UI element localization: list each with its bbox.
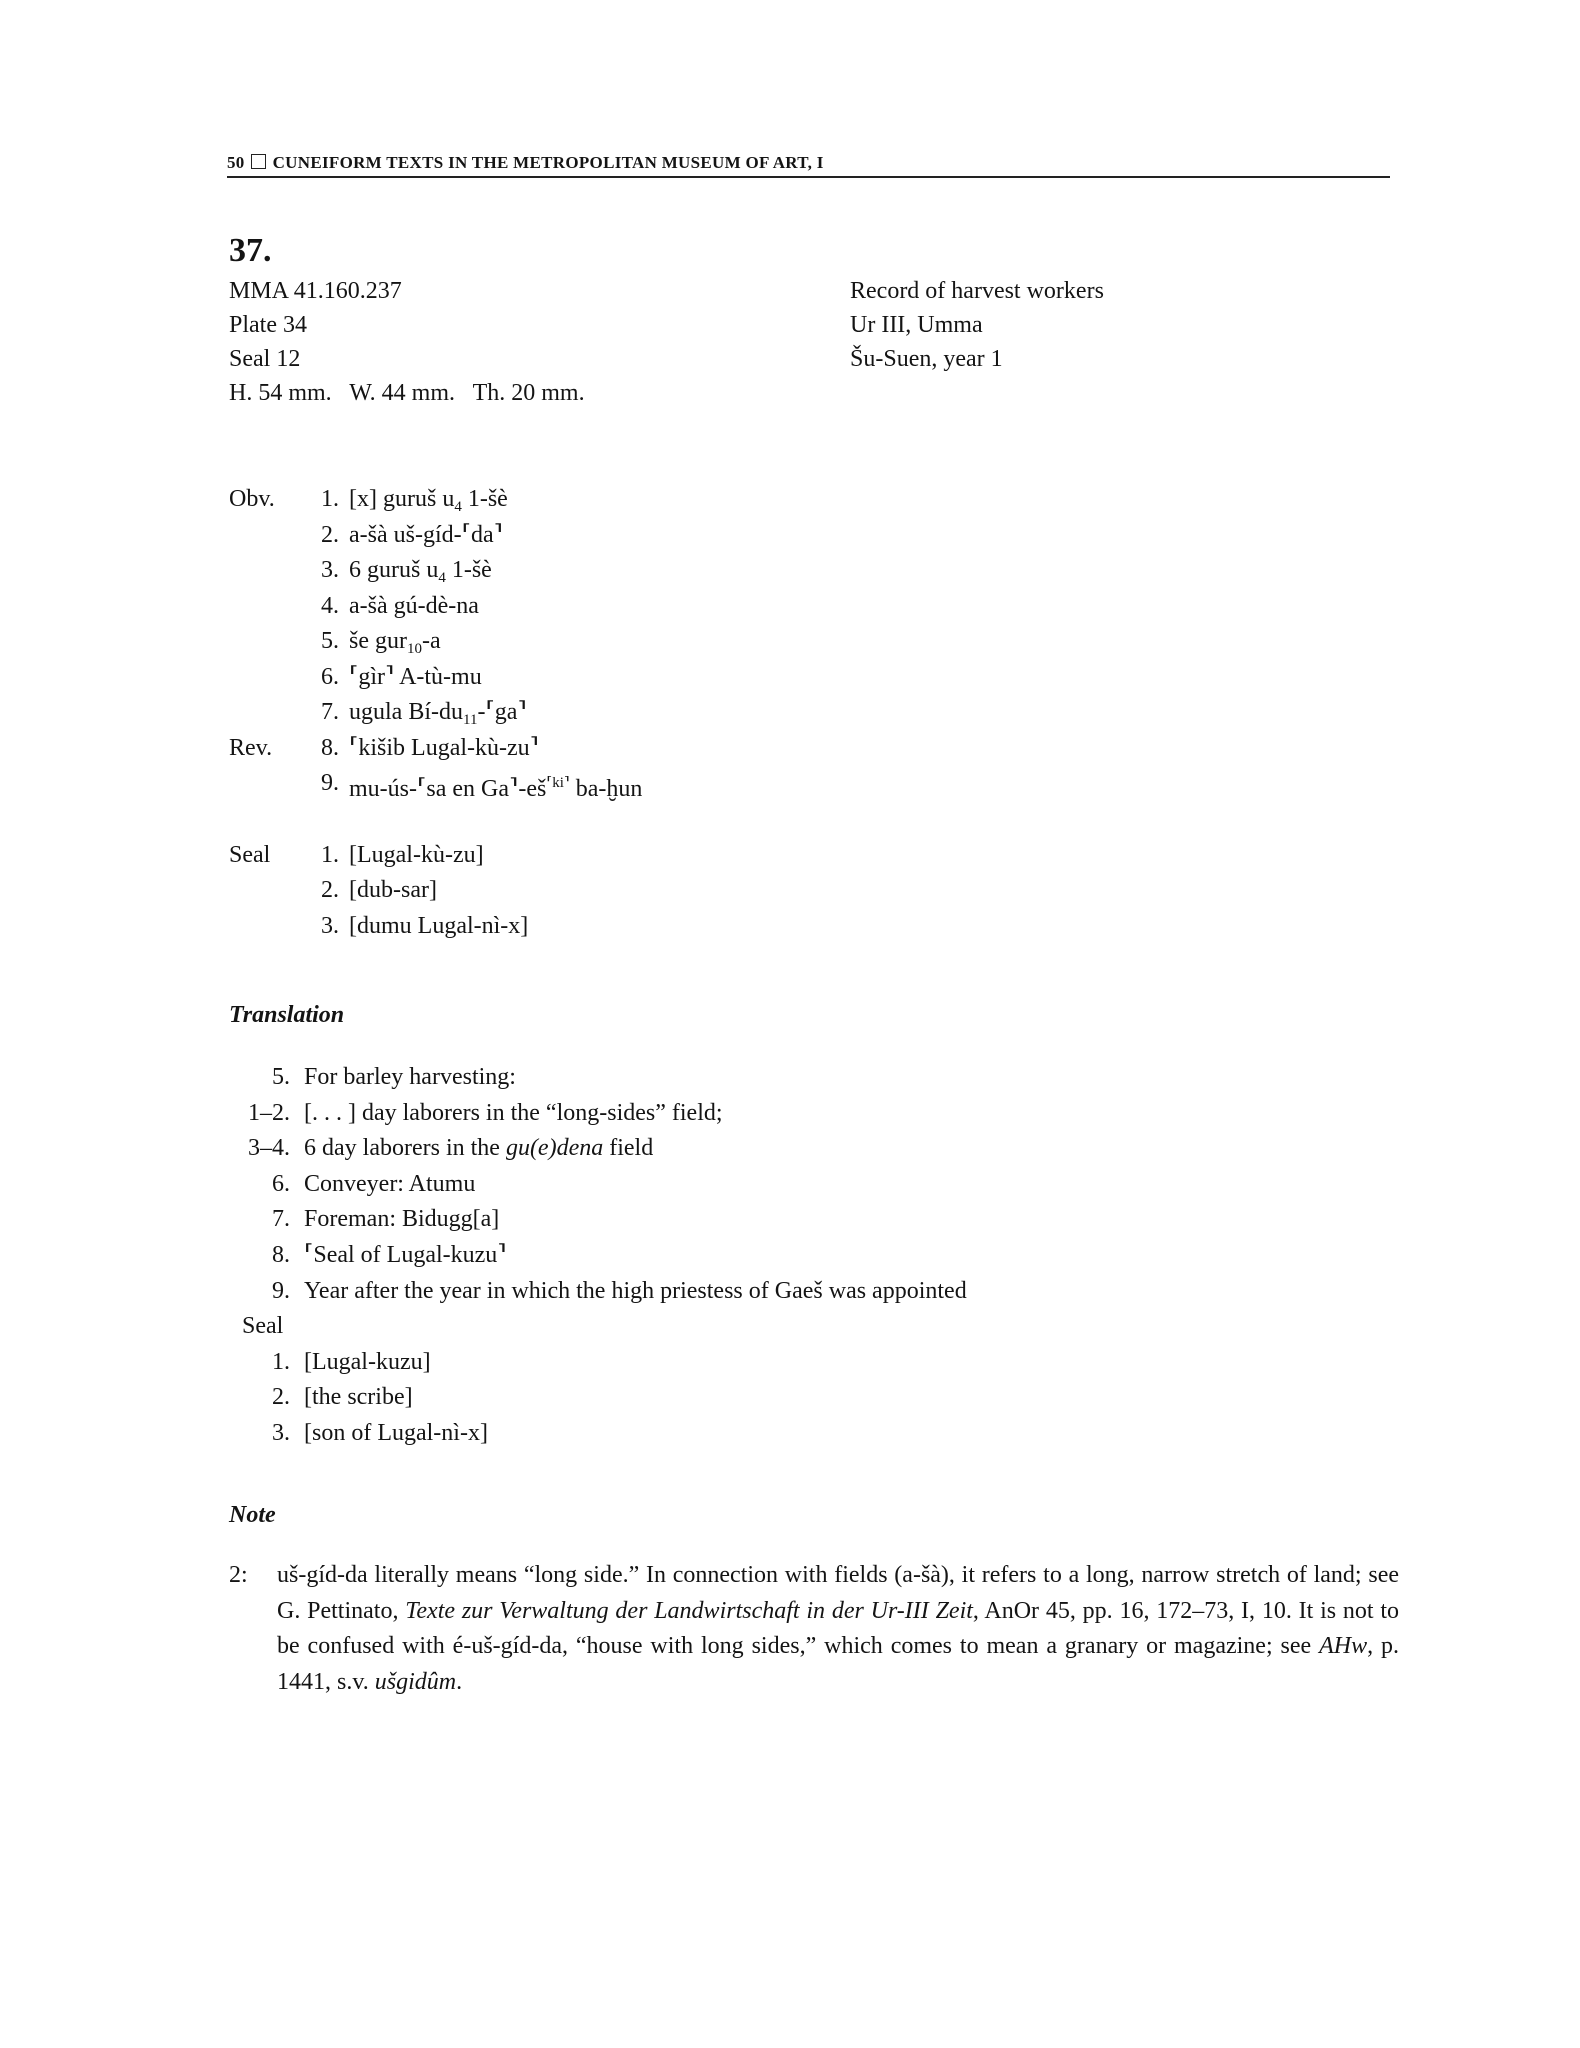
- reverse-label: Rev.: [229, 734, 273, 761]
- translation-heading: Translation: [229, 1002, 345, 1028]
- line-text: [x] guruš $u_4$ 1-šè: [349, 486, 508, 515]
- line-number: 3.: [272, 1419, 290, 1446]
- line-number: 9.: [272, 1277, 290, 1304]
- line-number: 3–4.: [248, 1135, 290, 1162]
- page-number: 50: [227, 153, 245, 172]
- line-text: a-šà gú-dè-na: [349, 592, 479, 619]
- line-number: 2.: [272, 1384, 290, 1411]
- line-number: 6.: [321, 663, 339, 690]
- running-head: [227, 153, 1390, 178]
- note: [229, 1558, 1399, 1700]
- museum-number: MMA 41.160.237: [229, 278, 402, 304]
- line-number: 4.: [321, 592, 339, 619]
- note-number: 2:: [229, 1562, 248, 1588]
- line-text: Conveyer: Atumu: [304, 1170, 476, 1197]
- entry-number: 37.: [229, 232, 272, 269]
- line-number: 5.: [321, 628, 339, 654]
- line-text: [. . . ] day laborers in the “long-sides” field;: [304, 1099, 723, 1126]
- line-text: 6 guruš $u_4$ 1-šè: [349, 557, 492, 586]
- obverse-label: Obv.: [229, 486, 275, 512]
- tablet-dimensions: H. 54 mm. W. 44 mm. Th. 20 mm.: [229, 380, 585, 406]
- entry-metadata-right: [850, 274, 1104, 376]
- line-text: še gur$_{10}$-a: [349, 628, 441, 657]
- line-text: [dub-sar]: [349, 877, 437, 903]
- line-text: Foreman: Bidugg[a]: [304, 1206, 500, 1233]
- line-text: [son of Lugal-nì-x]: [304, 1419, 488, 1446]
- note-text: uš-gíd-da literally means “long side.” In connection with fields (a-šà), it refers to a long, narrow stretch of land; see G. Pettinato, Texte zur Verwaltung der Landwirtschaft in der Ur-III Zeit, AnOr 45, pp. 16, 172–73, I, 10. It is not to be confused with é-uš-gíd-da, “house with long sides,” which comes to mean a granary or magazine; see AHw, p. 1441, s.v. ušgidûm.: [277, 1562, 1400, 1695]
- seal-label: Seal: [229, 841, 271, 868]
- line-number: 1.: [321, 486, 339, 512]
- line-number: 8.: [321, 734, 339, 761]
- running-title: CUNEIFORM TEXTS IN THE METROPOLITAN MUSEUM OF ART, I: [272, 153, 824, 172]
- text-date: Šu-Suen, year 1: [850, 346, 1003, 372]
- line-text: For barley harvesting:: [304, 1064, 516, 1090]
- line-number: 9.: [321, 770, 339, 796]
- line-number: 3.: [321, 912, 339, 939]
- square-box-icon: [251, 154, 266, 169]
- line-number: 3.: [321, 557, 339, 583]
- line-text: mu-ús-⸢sa en $Ga⸣-eš^{⸢ki⸣}$ ba-ḫun: [349, 775, 643, 802]
- line-number: 1.: [272, 1348, 290, 1375]
- line-text: [Lugal-kù-zu]: [349, 841, 484, 868]
- line-number: 8.: [272, 1241, 290, 1268]
- line-number: 5.: [272, 1064, 290, 1090]
- line-text: [the scribe]: [304, 1384, 413, 1411]
- line-number: 2.: [321, 521, 339, 548]
- seal-reference: Seal 12: [229, 346, 301, 372]
- plate-reference: Plate 34: [229, 312, 307, 338]
- line-number: 7.: [321, 699, 339, 725]
- text-description: Record of harvest workers: [850, 278, 1104, 304]
- line-text: ⸢kišib Lugal-kù-zu⸣: [349, 734, 540, 761]
- entry-metadata-left: [229, 274, 585, 410]
- note-heading: Note: [229, 1502, 276, 1528]
- line-text: [Lugal-kuzu]: [304, 1348, 431, 1375]
- line-number: 1–2.: [248, 1099, 290, 1126]
- line-number: 6.: [272, 1170, 290, 1197]
- line-text: ⸢Seal of Lugal-kuzu⸣: [304, 1241, 507, 1268]
- line-text: ugula $Bí-du_{11}-⸢ga⸣$: [349, 699, 527, 728]
- seal-label: Seal: [242, 1313, 284, 1340]
- line-number: 7.: [272, 1206, 290, 1233]
- line-number: 1.: [321, 841, 339, 868]
- line-text: Year after the year in which the high priestess of Gaeš was appointed: [304, 1277, 967, 1304]
- line-text: ⸢gìr⸣ A-tù-mu: [349, 663, 482, 690]
- line-text: a-šà uš-gíd-⸢da⸣: [349, 521, 504, 548]
- line-number: 2.: [321, 877, 339, 903]
- line-text: 6 day laborers in the gu(e)dena field: [304, 1135, 654, 1162]
- line-text: [dumu Lugal-nì-x]: [349, 912, 529, 939]
- period-place: Ur III, Umma: [850, 312, 983, 338]
